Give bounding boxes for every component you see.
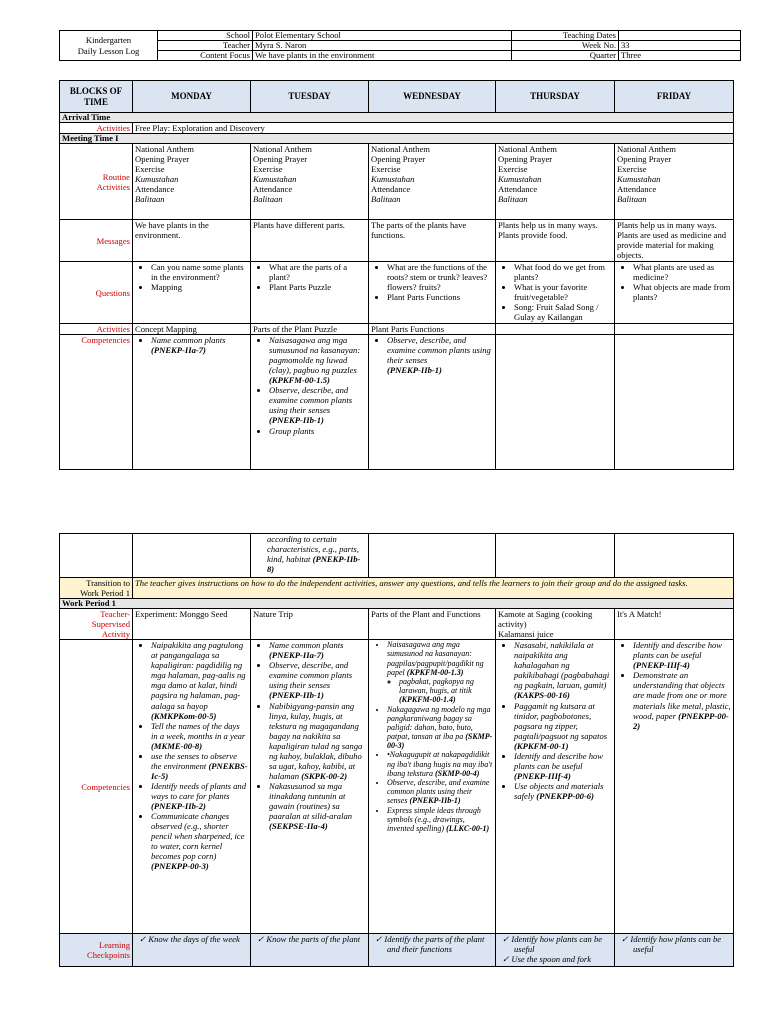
- teacher-value: Myra S. Naron: [253, 41, 512, 51]
- routine-wednesday: National Anthem Opening Prayer Exercise Kumustahan Attendance Balitaan: [369, 144, 496, 220]
- activity-wednesday: Plant Parts Functions: [369, 324, 496, 335]
- competencies2-monday: • Naipakikita ang pagtulong at pangangalaga sa kapaligiran: pagdidilig ng mga halaman, pag-aalis ng mga damo at kalat, hindi pagsira ng halaman, pag-aalaga sa hayop (KMKPKom-00-5) • Tell the names of the days in a week, months in a year (MKME-00-8) • use the senses to observe the environment (PNEKBS-Ic-5) • Identify needs of plants and ways to care for plants (PNEKP-IIb-2) • Communicate changes observed (e.g., shorter pencil when sharpened, ice to water, corn kernel becomes pop corn) (PNEKPP-00-3): [133, 640, 251, 934]
- week-value: 33: [619, 41, 741, 51]
- tsa-wednesday: Parts of the Plant and Functions: [369, 609, 496, 640]
- competencies2-wednesday: • Naisasagawa ang mga sumusunod na kasanayan: pagpilas/pagpupit/pagdikit ng papel (KPKFM-00-1.3) ◦ pagbakat, pagkopya ng larawan, hugis, at titik (KPKFM-00-1.4) • Nakagagawa ng modelo ng mga pangkaraniwang bagay sa paligid: dahon, bato, buto, patpat, tansan at iba pa (SKMP-00-3) • •Nakagugupit at nakapagdidikit ng iba't ibang hugis na may iba't ibang tekstura (SKMP-00-4) • Observe, describe, and examine common plants using their senses (PNEKP-IIb-1) • Express simple ideas through symbols (e.g., drawings, invented spelling) (LLKC-00-1): [369, 640, 496, 934]
- message-friday: Plants help us in many ways. Plants are used as medicine and provide material for making objects.: [615, 220, 734, 262]
- arrival-activities-label: Activities: [60, 123, 133, 134]
- messages-label: Messages: [60, 220, 133, 262]
- dates-label: Teaching Dates: [512, 31, 619, 41]
- tsa-tuesday: Nature Trip: [251, 609, 369, 640]
- continued-label: [60, 534, 133, 578]
- activity-thursday: [496, 324, 615, 335]
- questions-wednesday: • What are the functions of the roots? stem or trunk? leaves? flowers? fruits? • Plant Parts Functions: [369, 262, 496, 324]
- competencies-wednesday: • Observe, describe, and examine common plants using their senses (PNEKP-IIb-1): [369, 335, 496, 470]
- tsa-thursday: Kamote at Saging (cooking activity) Kalamansi juice: [496, 609, 615, 640]
- continued-thursday: [496, 534, 615, 578]
- continued-monday: [133, 534, 251, 578]
- routine-activities-label: Routine Activities: [60, 144, 133, 220]
- checkpoint-monday: ✓ Know the days of the week: [133, 934, 251, 967]
- tsa-monday: Experiment: Monggo Seed: [133, 609, 251, 640]
- activities-label: Activities: [60, 324, 133, 335]
- day-header-tuesday: TUESDAY: [251, 81, 369, 113]
- routine-friday: National Anthem Opening Prayer Exercise Kumustahan Attendance Balitaan: [615, 144, 734, 220]
- learning-checkpoints-label: Learning Checkpoints: [60, 934, 133, 967]
- competencies-tuesday: • Naisasagawa ang mga sumusunod na kasanayan: pagmomolde ng luwad (clay), pagbuo ng puzzles (KPKFM-00-1.5) • Observe, describe, and examine common plants using their senses (PNEKP-IIb-1) • Group plants: [251, 335, 369, 470]
- checkpoint-thursday: ✓ Identify how plants can be useful ✓ Use the spoon and fork: [496, 934, 615, 967]
- activity-friday: [615, 324, 734, 335]
- continued-friday: [615, 534, 734, 578]
- routine-thursday: National Anthem Opening Prayer Exercise Kumustahan Attendance Balitaan: [496, 144, 615, 220]
- questions-monday: • Can you name some plants in the environment? • Mapping: [133, 262, 251, 324]
- competencies2-tuesday: • Name common plants (PNEKP-IIa-7) • Observe, describe, and examine common plants using their senses (PNEKP-IIb-1) • Nabibigyang-pansin ang linya, kulay, hugis, at tekstura ng magagandang bagay na nakikita sa kapaligiran tulad ng sanga ng kahoy, bulaklak, dibuho sa ugat, kahoy, kabibi, at halaman (SKPK-00-2) • Nakasusunod sa mga itinakdang tuntunin at gawain (routines) sa paaralan at silid-aralan (SEKPSE-IIa-4): [251, 640, 369, 934]
- lesson-table-page2: [59, 533, 734, 967]
- competencies-label-2: Competencies: [60, 640, 133, 934]
- checkpoint-tuesday: ✓ Know the parts of the plant: [251, 934, 369, 967]
- day-header-monday: MONDAY: [133, 81, 251, 113]
- competencies-monday: • Name common plants (PNEKP-IIa-7): [133, 335, 251, 470]
- quarter-value: Three: [619, 51, 741, 61]
- tsa-friday: It's A Match!: [615, 609, 734, 640]
- school-label: School: [158, 31, 253, 41]
- day-header-friday: FRIDAY: [615, 81, 734, 113]
- log-title: Kindergarten Daily Lesson Log: [60, 31, 158, 61]
- transition-label: Transition to Work Period 1: [60, 578, 133, 599]
- message-thursday: Plants help us in many ways. Plants provide food.: [496, 220, 615, 262]
- meeting-time-bar: Meeting Time I: [60, 134, 734, 144]
- message-monday: We have plants in the environment.: [133, 220, 251, 262]
- arrival-time-bar: Arrival Time: [60, 113, 734, 123]
- activity-tuesday: Parts of the Plant Puzzle: [251, 324, 369, 335]
- header-table: [59, 30, 741, 61]
- week-label: Week No.: [512, 41, 619, 51]
- message-wednesday: The parts of the plants have functions.: [369, 220, 496, 262]
- competencies-label: Competencies: [60, 335, 133, 470]
- work-period-bar: Work Period 1: [60, 599, 734, 609]
- message-tuesday: Plants have different parts.: [251, 220, 369, 262]
- teacher-label: Teacher: [158, 41, 253, 51]
- activity-monday: Concept Mapping: [133, 324, 251, 335]
- questions-label: Questions: [60, 262, 133, 324]
- continued-wednesday: [369, 534, 496, 578]
- routine-monday: National Anthem Opening Prayer Exercise Kumustahan Attendance Balitaan: [133, 144, 251, 220]
- competencies-thursday: [496, 335, 615, 470]
- lesson-table-page1: [59, 80, 734, 470]
- transition-text: The teacher gives instructions on how to do the independent activities, answer any questions, and tells the learners to join their group and do the assigned tasks.: [133, 578, 734, 599]
- quarter-label: Quarter: [512, 51, 619, 61]
- school-value: Polot Elementary School: [253, 31, 512, 41]
- competencies2-friday: • Identify and describe how plants can be useful (PNEKP-IIIf-4) • Demonstrate an understanding that objects are made from one or more materials like metal, plastic, wood, paper (PNEKPP-00-2): [615, 640, 734, 934]
- checkpoint-wednesday: ✓ Identify the parts of the plant and their functions: [369, 934, 496, 967]
- continued-tuesday: according to certain characteristics, e.g., parts, kind, habitat (PNEKP-IIb-8): [251, 534, 369, 578]
- questions-thursday: • What food do we get from plants? • What is your favorite fruit/vegetable? • Song: Fruit Salad Song / Gulay ay Kailangan: [496, 262, 615, 324]
- questions-friday: • What plants are used as medicine? • What objects are made from plants?: [615, 262, 734, 324]
- day-header-wednesday: WEDNESDAY: [369, 81, 496, 113]
- blocks-of-time-header: BLOCKS OF TIME: [60, 81, 133, 113]
- content-label: Content Focus: [158, 51, 253, 61]
- day-header-thursday: THURSDAY: [496, 81, 615, 113]
- arrival-activity: Free Play: Exploration and Discovery: [133, 123, 734, 134]
- questions-tuesday: • What are the parts of a plant? • Plant Parts Puzzle: [251, 262, 369, 324]
- teacher-supervised-label: Teacher- Supervised Activity: [60, 609, 133, 640]
- competencies-friday: [615, 335, 734, 470]
- routine-tuesday: National Anthem Opening Prayer Exercise Kumustahan Attendance Balitaan: [251, 144, 369, 220]
- checkpoint-friday: ✓ Identify how plants can be useful: [615, 934, 734, 967]
- competencies2-thursday: • Nasasabi, nakikilala at naipakikita ang kahalagahan ng pakikibahagi (pagbabahagi ng pagkain, laruan, gamit) (KAKPS-00-16) • Paggamit ng kutsara at tinidor, pagbobotones, pagsara ng zipper, pagtali/pagsuot ng sapatos (KPKFM-00-1) • Identify and describe how plants can be useful (PNEKP-IIIf-4) • Use objects and materials safely (PNEKPP-00-6): [496, 640, 615, 934]
- dates-value: [619, 31, 741, 41]
- content-value: We have plants in the environment: [253, 51, 512, 61]
